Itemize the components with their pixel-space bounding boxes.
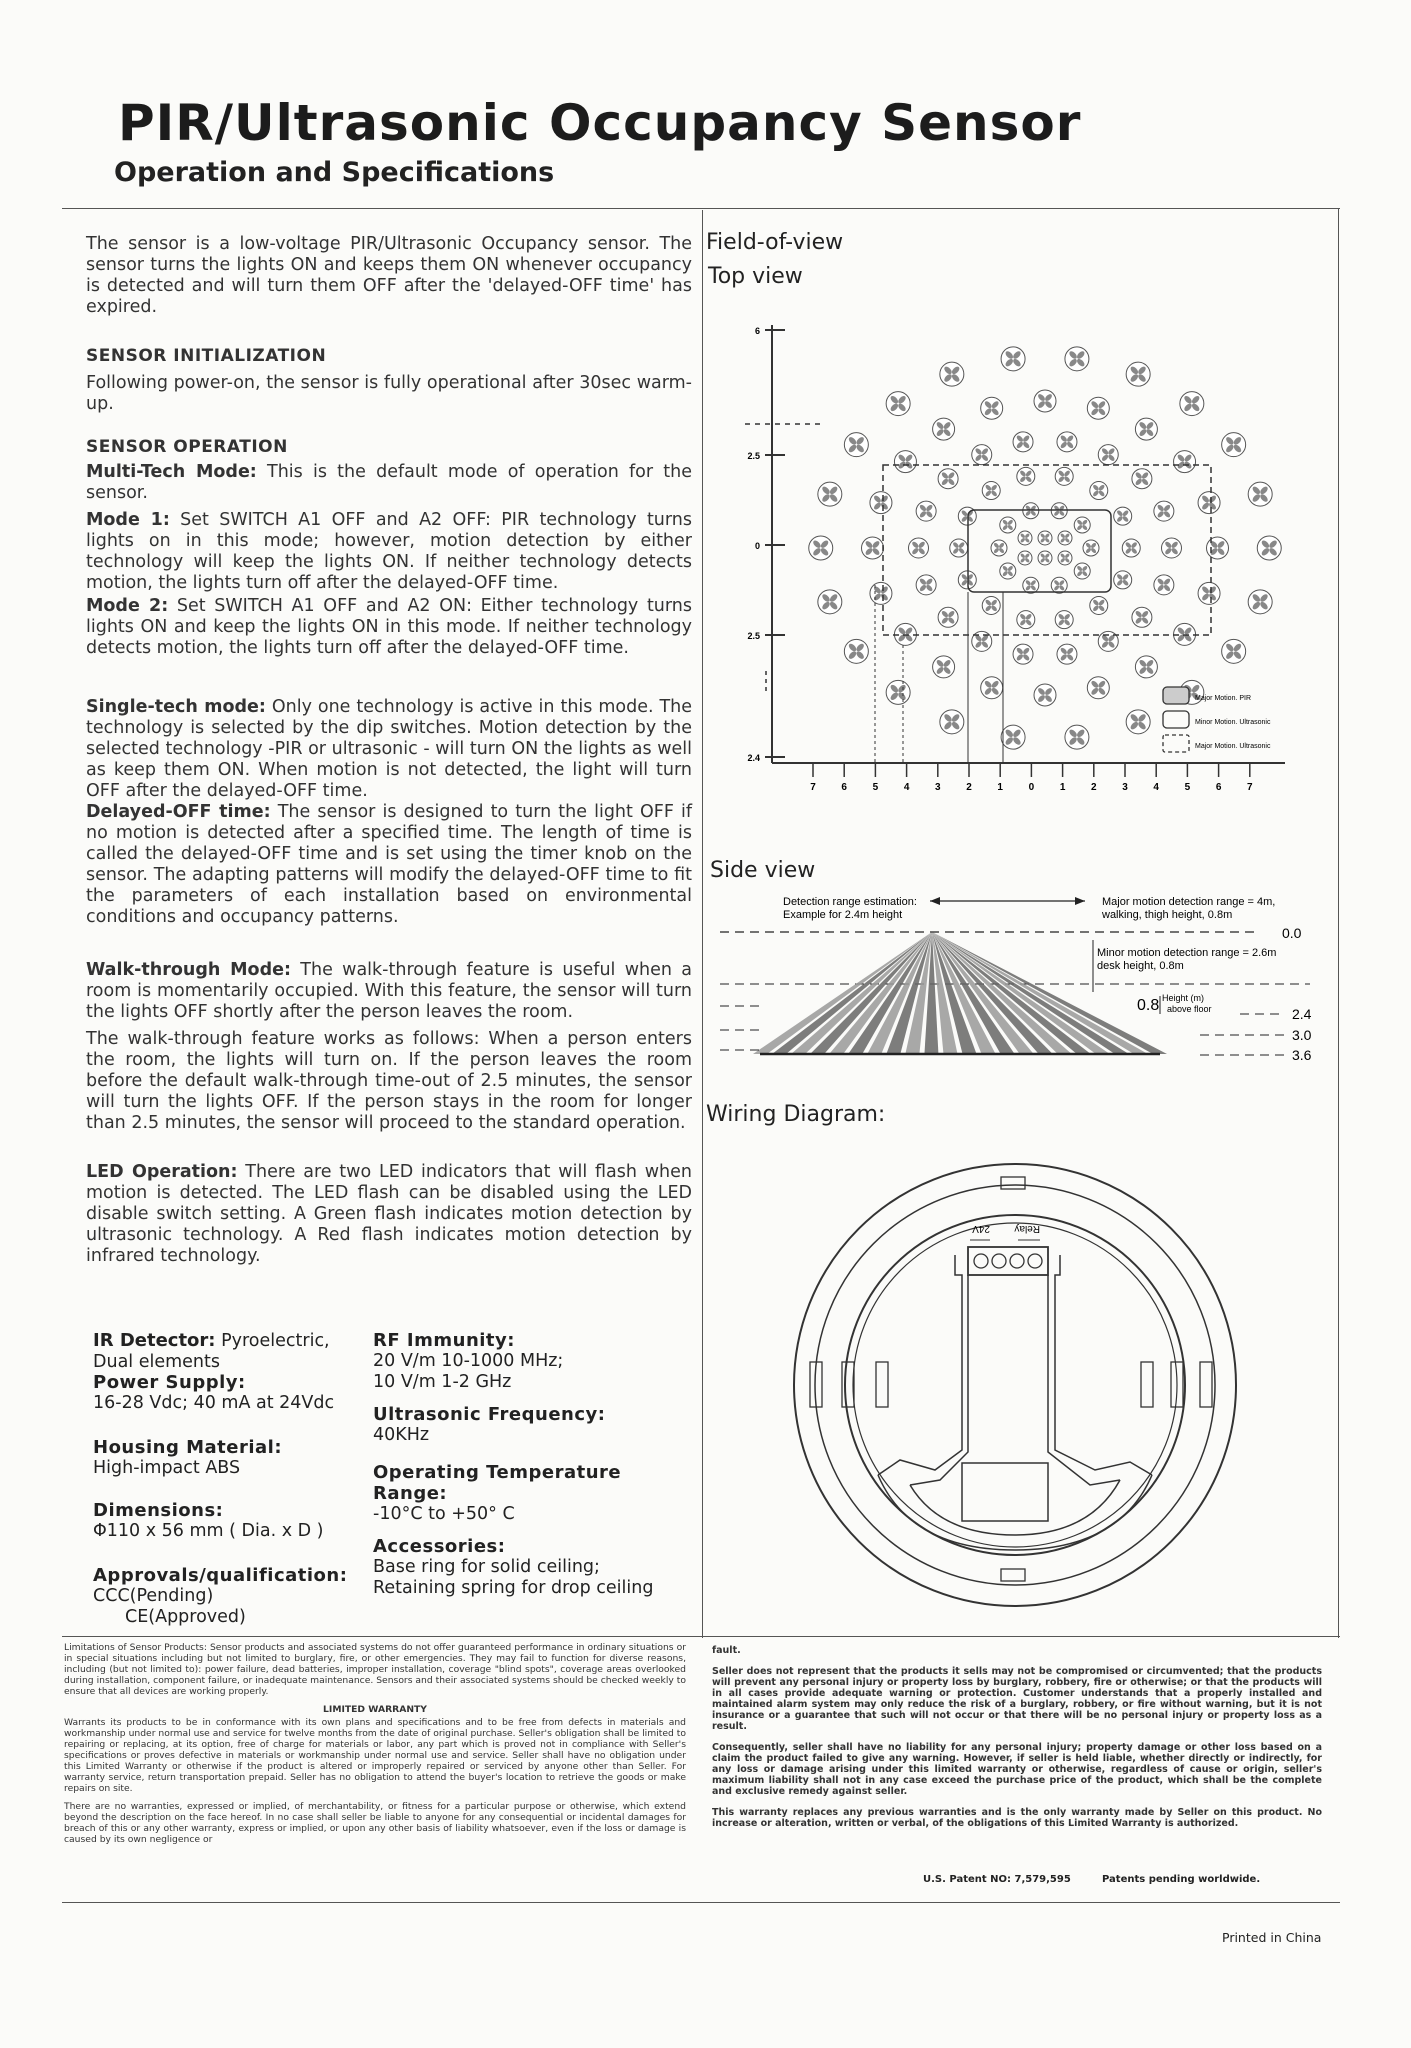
estimation-line-2: Example for 2.4m height: [783, 909, 903, 921]
warranty-text: Warrants its products to be in conformance with its own plans and specifications and to be free from defects in materials and workmanship under normal use and service for twelve months from the date of original purchase. Seller's obligation shall be limited to repairing or replacing, at its option, free of charge for materials or labor, any part which is proved not in compliance with Seller's specifications or proves defective in materials or workmanship under normal use and service. Seller shall have no obligation under this Limited Warranty or otherwise if the product is altered or improperly repaired or serviced by anyone other than Seller. For warranty service, return transportation prepaid. Seller has no obligation to attend the buyer's location to retrieve the goods or make repairs on site.: [64, 1717, 686, 1794]
pir-zone: [916, 501, 936, 521]
mode1-text: Set SWITCH A1 OFF and A2 OFF: PIR technology turns lights on in this mode; however, motion detection by either technology will keep the lights ON. If neither technology detects motion, the lights turn off after the delayed-OFF time.: [86, 510, 692, 593]
retaining-spring-right-outer: [1055, 1255, 1152, 1475]
x-tick-label: 1: [1059, 782, 1066, 793]
warranty-heading: LIMITED WARRANTY: [323, 1704, 427, 1715]
pir-zone: [1074, 563, 1090, 579]
dimensions-value: Φ110 x 56 mm ( Dia. x D ): [93, 1521, 324, 1541]
approvals-value-1: CCC(Pending): [93, 1586, 214, 1606]
single-tech-label: Single-tech mode:: [86, 697, 266, 717]
operating-temperature-label: Operating Temperature Range:: [373, 1462, 622, 1504]
field-of-view-label: Field-of-view: [706, 230, 844, 255]
pir-zone: [1114, 507, 1132, 525]
pir-zone: [1154, 501, 1174, 521]
pir-zone: [1087, 677, 1109, 699]
pir-zone: [1013, 644, 1033, 664]
pir-zone: [894, 451, 916, 473]
terminal-1: [974, 1254, 988, 1268]
pir-zone: [1198, 582, 1220, 604]
outer-ring-inner: [815, 1185, 1215, 1585]
pir-zone: [991, 540, 1007, 556]
frame-fine-print-top: [62, 1636, 1340, 1637]
seller-text-3: This warranty replaces any previous warranties and is the only warranty made by Seller on this product. No increase or alteration, written or verbal, of the obligations of this Limited Warranty is authorized.: [712, 1807, 1322, 1829]
pir-zone: [1248, 482, 1272, 506]
top-view-diagram: [705, 305, 1335, 805]
inner-ring-inner: [853, 1223, 1177, 1547]
pir-zone: [1154, 575, 1174, 595]
above-floor-label: above floor: [1167, 1004, 1212, 1014]
mode1-label: Mode 1:: [86, 510, 170, 530]
x-tick-label: 0: [1028, 782, 1035, 793]
level-2-4: 2.4: [1292, 1006, 1312, 1022]
y-tick-label: 2.4: [747, 753, 760, 763]
pir-zone: [1135, 656, 1157, 678]
housing-label: Housing Material:: [93, 1437, 283, 1458]
legend-swatch-pir: [1163, 687, 1189, 704]
terminal-4: [1028, 1254, 1042, 1268]
pir-zone: [981, 677, 1003, 699]
pir-zone: [1090, 482, 1108, 500]
x-tick-label: 2: [1091, 782, 1097, 793]
pir-zone: [844, 433, 868, 457]
page-title: PIR/Ultrasonic Occupancy Sensor: [118, 94, 1082, 152]
pir-zone: [1074, 517, 1090, 533]
pir-zone: [1017, 467, 1035, 485]
pir-zone: [940, 710, 964, 734]
left-slot-inner: [876, 1362, 888, 1407]
no-warranties-text: There are no warranties, expressed or implied, of merchantability, or fitness for a particular purpose or otherwise, which extend beyond the description on the face hereof. In no case shall seller be liable to anyone for any consequential or incidental damages for breach of this or any other warranty, express or implied, or upon any other basis of liability whatsoever, even if the loss or damage is caused by its own negligence or: [64, 1801, 686, 1845]
x-tick-label: 4: [903, 782, 910, 793]
side-view-label: Side view: [710, 858, 816, 883]
pir-zone: [1058, 551, 1072, 565]
y-tick-label: 2.5: [747, 631, 760, 641]
major-motion-line-2: walking, thigh height, 0.8m: [1102, 909, 1233, 921]
pir-zone: [972, 445, 992, 465]
frame-top-line: [62, 208, 1340, 209]
multi-tech-text: This is the default mode of operation for the sensor.: [86, 462, 692, 503]
terminal-3: [1010, 1254, 1024, 1268]
pir-zone: [844, 639, 868, 663]
x-tick-label: 7: [810, 782, 816, 793]
pir-zone: [1087, 397, 1109, 419]
frame-right-line: [1338, 208, 1339, 1638]
mode2-text: Set SWITCH A1 OFF and A2 ON: Either technology turns lights ON and keep the lights ON in this mode. If neither technology detects motion, the lights turn off after the delayed-OFF time.: [86, 596, 692, 658]
x-axis-ticks: [810, 763, 1253, 793]
pir-zone: [982, 482, 1000, 500]
pir-zone: [1001, 347, 1025, 371]
pir-zone: [818, 590, 842, 614]
height-value-08: 0.8: [1137, 997, 1160, 1014]
pir-zone: [1034, 684, 1056, 706]
approvals-label: Approvals/qualification:: [93, 1565, 348, 1586]
pir-zone: [886, 680, 910, 704]
pir-zone: [1055, 611, 1073, 629]
range-arrow-head: [1075, 897, 1085, 905]
legend-label-minor-ultrasonic: Minor Motion. Ultrasonic: [1195, 719, 1271, 726]
pir-zone: [1126, 362, 1150, 386]
printed-in: Printed in China: [1222, 1930, 1322, 1945]
pir-zone: [1057, 644, 1077, 664]
pir-zone: [1065, 725, 1089, 749]
pir-zone: [1222, 639, 1246, 663]
legend-swatch-major-ultrasonic: [1163, 735, 1189, 752]
pir-zone: [933, 418, 955, 440]
patents-pending: Patents pending worldwide.: [1102, 1874, 1261, 1885]
top-slot: [1001, 1177, 1025, 1189]
pir-zone: [870, 492, 892, 514]
seller-text-2: Consequently, seller shall have no liability for any personal injury; property damage or other loss based on a claim the product failed to give any warning. However, if seller is held liable, whether directly or indirectly, for any loss or damage arising under this limited warranty or otherwise, regardless of cause or origin, seller's maximum liability shall not in any case exceed the purchase price of the product, which shall be the complete and exclusive remedy against seller.: [712, 1742, 1322, 1797]
x-tick-label: 5: [872, 782, 879, 793]
y-tick-label: 6: [754, 326, 760, 336]
pir-zone: [1180, 392, 1204, 416]
accessories-value-1: Base ring for solid ceiling;: [373, 1557, 600, 1577]
pir-zone: [1098, 445, 1118, 465]
legend-label-major-ultrasonic: Major Motion. Ultrasonic: [1195, 743, 1271, 750]
pir-zone: [1257, 536, 1281, 560]
range-arrow-tail: [930, 897, 940, 905]
pir-zone: [1018, 531, 1032, 545]
pir-zone: [1222, 433, 1246, 457]
x-tick-label: 6: [841, 782, 847, 793]
pir-zone: [1090, 596, 1108, 614]
single-tech-text: Only one technology is active in this mode. The technology is selected by the dip switches. Motion detection by the selected technology -PIR or ultrasonic - will turn ON the lights as well as keep them ON. When motion is not detected, the light will turn OFF after the delayed-OFF time.: [86, 697, 693, 801]
pir-zone: [1135, 418, 1157, 440]
approvals-value-2: CE(Approved): [125, 1607, 246, 1627]
terminal-2: [992, 1254, 1006, 1268]
minor-motion-line-2: desk height, 0.8m: [1097, 960, 1184, 972]
y-tick-label: 2.5: [747, 451, 760, 461]
base-curve-inner: [910, 1480, 1120, 1535]
accessories-value-2: Retaining spring for drop ceiling: [373, 1578, 654, 1598]
x-tick-label: 3: [935, 782, 941, 793]
pir-zone: [1207, 537, 1229, 559]
operation-section: [86, 437, 692, 659]
label-24v: 24V: [972, 1223, 990, 1234]
right-slot-outer: [1200, 1362, 1212, 1407]
operation-heading: SENSOR OPERATION: [86, 437, 288, 457]
rf-immunity-value-2: 10 V/m 1-2 GHz: [373, 1372, 512, 1392]
retaining-spring-right-inner: [1048, 1275, 1120, 1485]
x-tick-label: 6: [1215, 782, 1222, 793]
pir-zone: [809, 536, 833, 560]
minor-motion-line-1: Minor motion detection range = 2.6m: [1097, 947, 1277, 959]
delayed-off-label: Delayed-OFF time:: [86, 802, 271, 822]
limitations-text: Limitations of Sensor Products: Sensor products and associated systems do not offer guaranteed performance in ordinary situations or in special situations including but not limited to burglary, fire, or other emergencies. They may fail to function for diverse reasons, including (but not limited to): power failure, dead batteries, improper installation, coverage "blind spots", coverage areas overlooked during installation, component failure, or inadequate maintenance. Sensors and their associated systems should be checked weekly to ensure that all devices are working properly.: [64, 1642, 686, 1697]
specifications: [93, 1330, 693, 1630]
ultrasonic-frequency-label: Ultrasonic Frequency:: [373, 1404, 606, 1425]
ir-detector-label: IR Detector:: [93, 1330, 216, 1351]
x-tick-label: 4: [1153, 782, 1159, 793]
left-slot-middle: [842, 1362, 854, 1407]
operating-temperature-value: -10°C to +50° C: [373, 1504, 515, 1524]
sensor-module: [962, 1463, 1048, 1521]
power-supply-label: Power Supply:: [93, 1372, 246, 1393]
led-label: LED Operation:: [86, 1162, 238, 1182]
fine-print-right: [712, 1645, 1322, 1839]
walk-through-text: The walk-through feature is useful when a room is momentarily occupied. With this feature, the sensor will turn the lights OFF shortly after the person leaves the room.: [86, 960, 692, 1022]
pir-zone: [1038, 531, 1052, 545]
y-axis-ticks: [747, 326, 785, 763]
pir-zone: [1058, 531, 1072, 545]
pir-zone: [1114, 571, 1132, 589]
pir-zone: [862, 537, 884, 559]
estimation-line-1: Detection range estimation:: [783, 896, 917, 908]
pir-zone: [1000, 517, 1016, 533]
bottom-slot: [1001, 1569, 1025, 1581]
pir-zone: [886, 392, 910, 416]
major-motion-line-1: Major motion detection range = 4m,: [1102, 896, 1276, 908]
pir-zone: [1023, 577, 1039, 593]
pir-zone: [1162, 538, 1182, 558]
pir-zone: [1198, 492, 1220, 514]
x-tick-label: 7: [1247, 782, 1253, 793]
x-tick-label: 1: [997, 782, 1003, 793]
pir-zone: [981, 397, 1003, 419]
initialization-heading: SENSOR INITIALIZATION: [86, 346, 327, 366]
single-tech-section: [86, 697, 692, 928]
initialization-text: Following power-on, the sensor is fully operational after 30sec warm-up.: [86, 373, 692, 414]
wiring-diagram: [790, 1140, 1250, 1620]
pir-zone: [1034, 390, 1056, 412]
base-curve-outer: [878, 1475, 1152, 1550]
y-tick-label: 0: [754, 541, 760, 551]
pir-zone: [940, 362, 964, 386]
pir-zone: [1248, 590, 1272, 614]
page-subtitle: Operation and Specifications: [114, 157, 555, 188]
pir-zone: [1055, 467, 1073, 485]
terminal-block: [968, 1247, 1048, 1275]
legend-swatch-minor-ultrasonic: [1163, 711, 1189, 728]
pir-zone: [1017, 611, 1035, 629]
pir-zone: [1122, 539, 1140, 557]
walk-through-section: [86, 960, 692, 1134]
label-relay: Relay: [1014, 1223, 1040, 1234]
walk-through-label: Walk-through Mode:: [86, 960, 291, 980]
pir-zone: [1132, 469, 1152, 489]
pir-zone: [933, 656, 955, 678]
rf-immunity-label: RF Immunity:: [373, 1330, 515, 1351]
legend-label-pir: Major Motion. PIR: [1195, 695, 1252, 702]
level-3-6: 3.6: [1292, 1047, 1312, 1063]
pir-zone: [870, 582, 892, 604]
pir-zone: [1013, 432, 1033, 452]
right-slot-inner: [1141, 1362, 1153, 1407]
pir-zone: [1083, 540, 1099, 556]
intro-text: The sensor is a low-voltage PIR/Ultrasonic Occupancy sensor. The sensor turns the lights ON and keeps them ON whenever occupancy is detected and will turn them OFF after the 'delayed-OFF time' has expired.: [86, 234, 692, 317]
multi-tech-label: Multi-Tech Mode:: [86, 462, 257, 482]
pir-zone: [1057, 432, 1077, 452]
pir-zone: [1001, 725, 1025, 749]
initialization-section: [86, 346, 692, 415]
walk-through-text-2: The walk-through feature works as follows: When a person enters the room, the lights will turn on. If the person leaves the room before the default walk-through time-out of 2.5 minutes, the sensor will turn the lights OFF. If the person stays in the room for longer than 2.5 minutes, the sensor will proceed to the standard operation.: [86, 1029, 692, 1133]
pir-zone: [1000, 563, 1016, 579]
led-section: [86, 1162, 692, 1267]
ir-detector-value: Pyroelectric,: [215, 1331, 330, 1351]
retaining-spring-left-inner: [910, 1275, 968, 1485]
pir-zone: [950, 539, 968, 557]
pir-zone: [818, 482, 842, 506]
x-tick-label: 5: [1184, 782, 1191, 793]
top-view-label: Top view: [708, 264, 803, 289]
mode2-label: Mode 2:: [86, 596, 169, 616]
pir-zone: [1038, 551, 1052, 565]
ultrasonic-frequency-value: 40KHz: [373, 1425, 430, 1445]
pir-zone: [1051, 577, 1067, 593]
seller-text-1: Seller does not represent that the products it sells may not be compromised or circumvented; that the products will prevent any personal injury or property loss by burglary, robbery, fire or otherwise; or that the products will in all cases provide adequate warning or protection. Customer understands that a properly installed and maintained alarm system may only reduce the risk of a burglary, robbery, or fire without warning, but it is not insurance or a guarantee that such will not occur or that there will be no personal injury or property loss as a result.: [712, 1666, 1322, 1732]
frame-fine-print-bottom: [62, 1902, 1340, 1903]
level-0-0: 0.0: [1282, 925, 1302, 941]
pir-zone: [1132, 607, 1152, 627]
pir-zone: [982, 596, 1000, 614]
pir-zone: [909, 538, 929, 558]
height-label: Height (m): [1162, 993, 1205, 1003]
fault-text: fault.: [712, 1645, 741, 1656]
pir-zone: [1174, 451, 1196, 473]
accessories-label: Accessories:: [373, 1536, 506, 1557]
patent-number: U.S. Patent NO: 7,579,595: [923, 1874, 1071, 1885]
led-text: There are two LED indicators that will flash when motion is detected. The LED flash can be disabled using the LED disable switch setting. A Green flash indicates motion detection by ultrasonic technology. A Red flash indicates motion detection by infrared technology.: [86, 1162, 692, 1266]
ir-detector-value-2: Dual elements: [93, 1352, 220, 1372]
pir-zone: [1065, 347, 1089, 371]
dimensions-label: Dimensions:: [93, 1500, 224, 1521]
x-tick-label: 3: [1122, 782, 1128, 793]
power-supply-value: 16-28 Vdc; 40 mA at 24Vdc: [93, 1393, 335, 1413]
side-view-diagram: [700, 880, 1336, 1080]
level-3-0: 3.0: [1292, 1027, 1312, 1043]
fine-print-left: [64, 1642, 686, 1852]
pir-zone: [916, 575, 936, 595]
pir-zone: [1018, 551, 1032, 565]
rf-immunity-value-1: 20 V/m 10-1000 MHz;: [373, 1351, 564, 1371]
pir-zone: [1126, 710, 1150, 734]
retaining-spring-left-outer: [878, 1255, 962, 1475]
delayed-off-text: The sensor is designed to turn the light OFF if no motion is detected after a specified time. The length of time is called the delayed-OFF time and is set using the timer knob on the sensor. The adapting patterns will modify the delayed-OFF time to fit the parameters of each installation based on environmental conditions and occupancy patterns.: [86, 802, 693, 927]
wiring-diagram-label: Wiring Diagram:: [706, 1102, 886, 1127]
housing-value: High-impact ABS: [93, 1458, 241, 1478]
x-tick-label: 2: [966, 782, 972, 793]
pir-zone: [938, 469, 958, 489]
pir-zone: [938, 607, 958, 627]
